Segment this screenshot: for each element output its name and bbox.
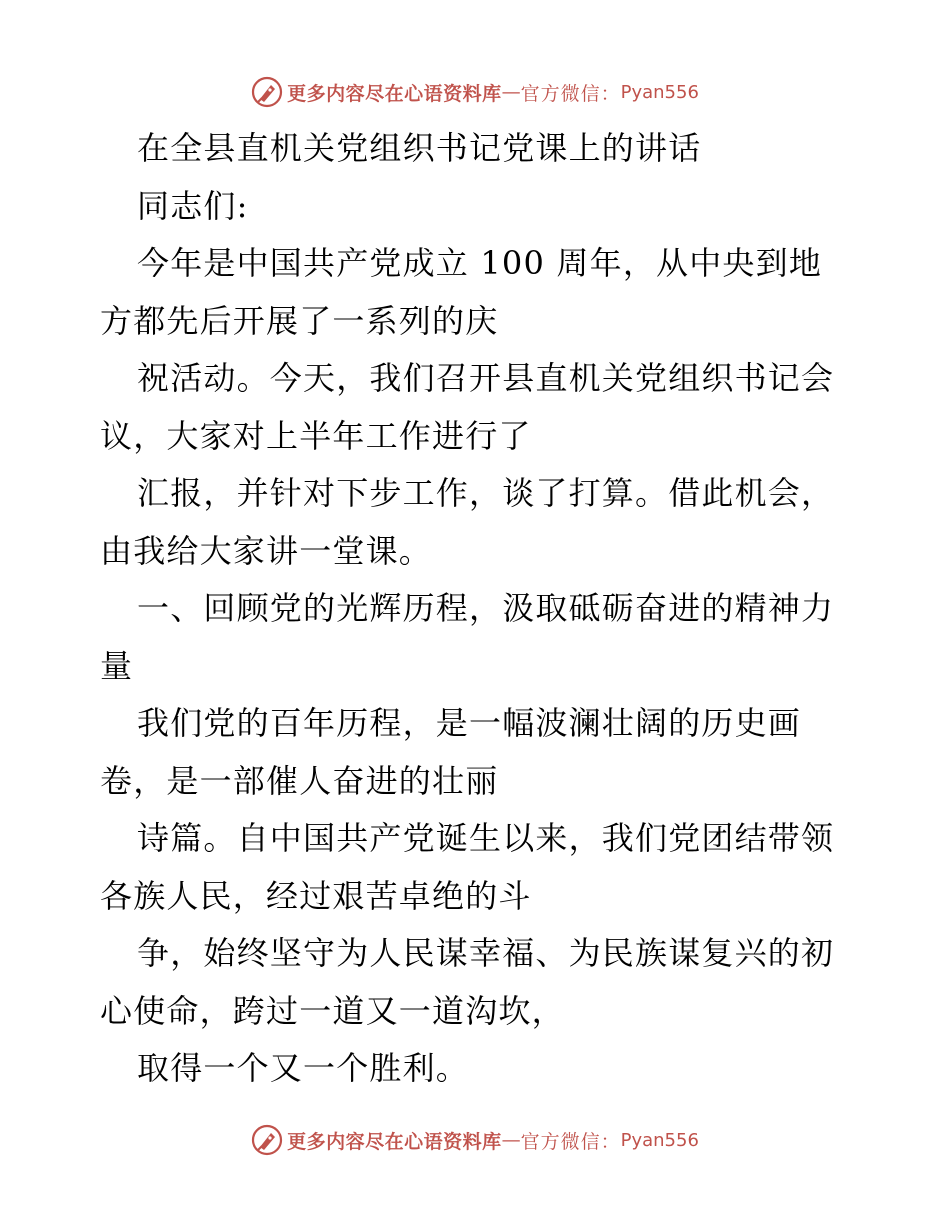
paragraph-line: 今年是中国共产党成立 100 周年，从中央到地 <box>137 244 823 282</box>
paragraph-line: 诗篇。自中国共产党诞生以来，我们党团结带领 <box>137 819 835 857</box>
paragraph-line: 我们党的百年历程，是一幅波澜壮阔的历史画 <box>137 704 802 742</box>
paragraph-line: 取得一个又一个胜利。 <box>137 1049 470 1087</box>
document-body <box>100 120 860 1098</box>
pen-nib-logo-icon <box>251 1124 283 1156</box>
paragraph-line: 卷，是一部催人奋进的壮丽 <box>100 761 499 800</box>
header-banner <box>0 72 950 112</box>
banner-dash: — <box>501 81 521 103</box>
paragraph-line: 汇报，并针对下步工作，谈了打算。借此机会， <box>137 474 835 512</box>
banner-official-label: 官方微信： <box>520 1130 621 1153</box>
paragraph-line: 争，始终坚守为人民谋幸福、为民族谋复兴的初 <box>137 934 835 972</box>
paragraph-line: 各族人民，经过艰苦卓绝的斗 <box>100 876 532 915</box>
section-heading: 一、回顾党的光辉历程，汲取砥砺奋进的精神力 <box>137 589 835 627</box>
banner-wechat-id: Pyan556 <box>620 81 699 103</box>
paragraph-line: 由我给大家讲一堂课。 <box>100 531 433 570</box>
banner-official-label: 官方微信： <box>520 82 621 105</box>
banner-promo-text: 更多内容尽在心语资料库 <box>287 82 502 105</box>
footer-banner <box>0 1120 950 1160</box>
banner-promo-text: 更多内容尽在心语资料库 <box>287 1130 502 1153</box>
banner-wechat-id: Pyan556 <box>620 1129 699 1151</box>
section-heading-cont: 量 <box>100 646 134 685</box>
paragraph-line: 方都先后开展了一系列的庆 <box>100 301 499 340</box>
salutation: 同志们: <box>137 186 249 225</box>
paragraph-line: 祝活动。今天，我们召开县直机关党组织书记会 <box>137 359 835 397</box>
document-title: 在全县直机关党组织书记党课上的讲话 <box>137 129 702 167</box>
pen-nib-logo-icon <box>251 76 283 108</box>
paragraph-line: 心使命，跨过一道又一道沟坎， <box>100 991 565 1030</box>
banner-dash: — <box>501 1129 521 1151</box>
paragraph-line: 议，大家对上半年工作进行了 <box>100 416 532 455</box>
